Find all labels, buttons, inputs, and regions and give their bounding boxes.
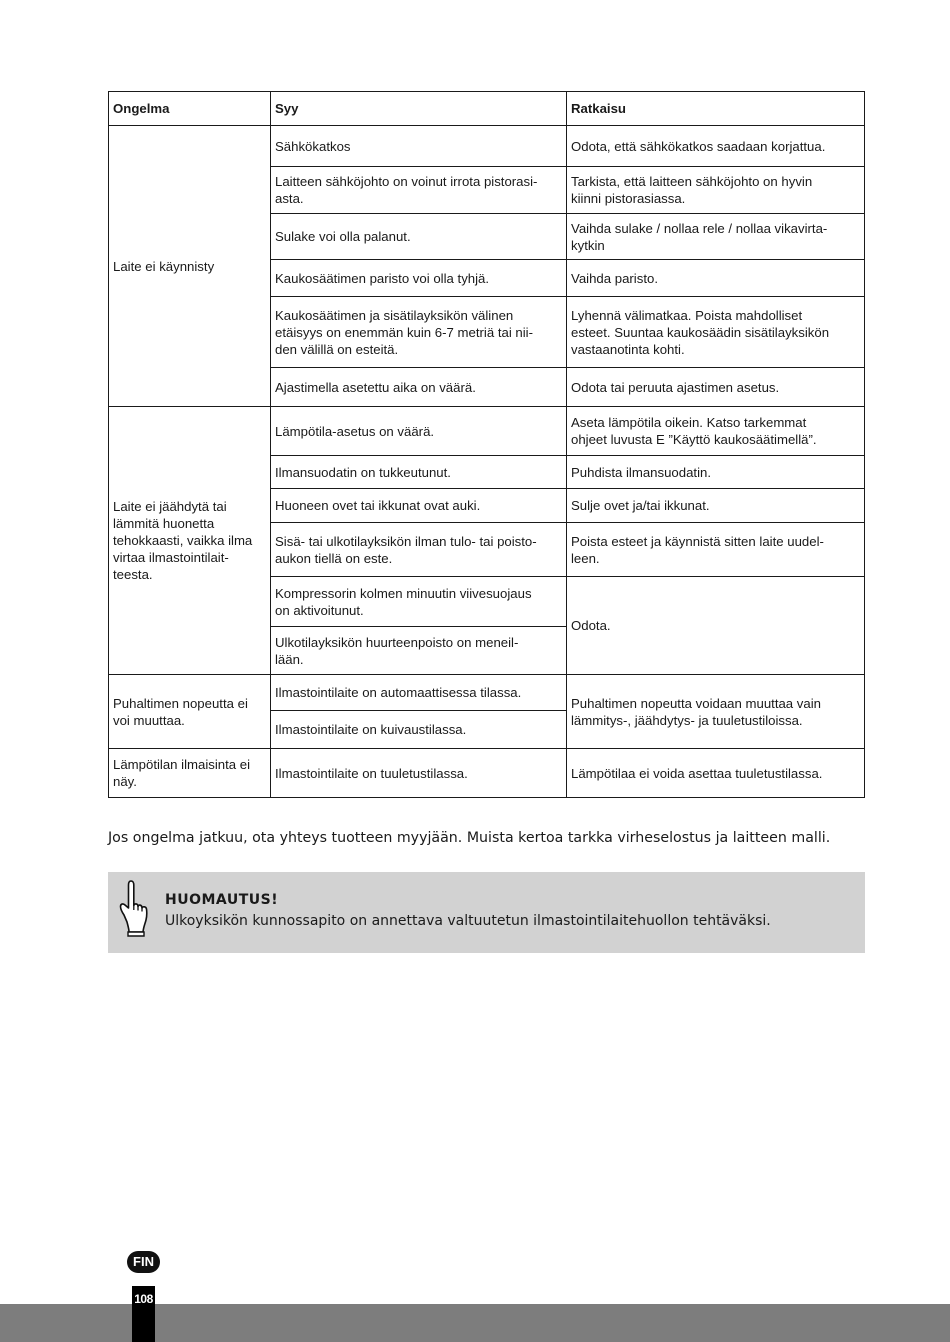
problem-cell [109, 749, 271, 798]
cause-cell: Kompressorin kolmen minuutin viivesuojaus on aktivoitunut. [271, 577, 567, 627]
cause-cell: Sisä- tai ulkotilayksikön ilman tulo- tai poisto- aukon tiellä on este. [271, 523, 567, 577]
cause-cell: Huoneen ovet tai ikkunat ovat auki. [271, 489, 567, 523]
cause-cell: Ilmastointilaite on automaattisessa tilassa. [271, 675, 567, 711]
cause-cell: Ajastimella asetettu aika on väärä. [271, 368, 567, 407]
problem-cell [109, 126, 271, 407]
table-row [109, 749, 865, 798]
troubleshooting-table [108, 91, 865, 798]
cause-cell: Sähkökatkos [271, 126, 567, 167]
cause-cell: Ulkotilayksikön huurteenpoisto on meneil- lään. [271, 627, 567, 675]
solution-cell: Puhdista ilmansuodatin. [567, 456, 865, 489]
language-badge: FIN [127, 1251, 160, 1273]
note-text: Ulkoyksikön kunnossapito on annettava valtuutetun ilmastointilaitehuollon tehtäväksi. [165, 913, 771, 929]
table-header-row [109, 92, 865, 126]
solution-cell: Vaihda paristo. [567, 260, 865, 297]
table-row [109, 675, 865, 711]
cause-cell: Sulake voi olla palanut. [271, 214, 567, 260]
solution-cell: Poista esteet ja käynnistä sitten laite uudel- leen. [567, 523, 865, 577]
cause-cell: Laitteen sähköjohto on voinut irrota pistorasi- asta. [271, 167, 567, 214]
solution-cell: Aseta lämpötila oikein. Katso tarkemmat ohjeet luvusta E ”Käyttö kaukosäätimellä”. [567, 407, 865, 456]
pointing-hand-icon [114, 878, 150, 938]
problem-text: Laite ei käynnisty [113, 258, 215, 274]
closing-text: Jos ongelma jatkuu, ota yhteys tuotteen myyjään. Muista kertoa tarkka virheselostus ja laitteen malli. [108, 830, 831, 846]
solution-cell: Puhaltimen nopeutta voidaan muuttaa vain lämmitys-, jäähdytys- ja tuuletustiloissa. [567, 675, 865, 749]
note-box [108, 872, 865, 953]
solution-cell: Lyhennä välimatkaa. Poista mahdolliset esteet. Suuntaa kaukosäädin sisätilayksikön vastaanotinta kohti. [567, 297, 865, 368]
problem-text: Lämpötilan ilmaisinta ei näy. [113, 757, 251, 789]
solution-cell: Odota. [567, 577, 865, 675]
cause-cell: Ilmansuodatin on tukkeutunut. [271, 456, 567, 489]
problem-cell [109, 675, 271, 749]
header-cause: Syy [271, 92, 567, 126]
table-row [109, 126, 865, 167]
solution-cell: Vaihda sulake / nollaa rele / nollaa vikavirta- kytkin [567, 214, 865, 260]
header-solution: Ratkaisu [567, 92, 865, 126]
page-number: 108 [134, 1292, 153, 1306]
solution-cell: Sulje ovet ja/tai ikkunat. [567, 489, 865, 523]
solution-cell: Odota tai peruuta ajastimen asetus. [567, 368, 865, 407]
header-problem: Ongelma [109, 92, 271, 126]
problem-cell [109, 407, 271, 675]
cause-cell: Lämpötila-asetus on väärä. [271, 407, 567, 456]
table-row [109, 407, 865, 456]
cause-cell: Ilmastointilaite on tuuletustilassa. [271, 749, 567, 798]
solution-cell: Odota, että sähkökatkos saadaan korjattua. [567, 126, 865, 167]
problem-text: Laite ei jäähdytä tai lämmitä huonetta tehokkaasti, vaikka ilma virtaa ilmastointilait- teesta. [113, 499, 253, 582]
solution-cell: Tarkista, että laitteen sähköjohto on hyvin kiinni pistorasiassa. [567, 167, 865, 214]
cause-cell: Kaukosäätimen paristo voi olla tyhjä. [271, 260, 567, 297]
cause-cell: Ilmastointilaite on kuivaustilassa. [271, 711, 567, 749]
cause-cell: Kaukosäätimen ja sisätilayksikön välinen etäisyys on enemmän kuin 6-7 metriä tai nii- den välillä on esteitä. [271, 297, 567, 368]
solution-cell: Lämpötilaa ei voida asettaa tuuletustilassa. [567, 749, 865, 798]
note-title: HUOMAUTUS! [165, 892, 279, 908]
problem-text: Puhaltimen nopeutta ei voi muuttaa. [113, 695, 248, 728]
